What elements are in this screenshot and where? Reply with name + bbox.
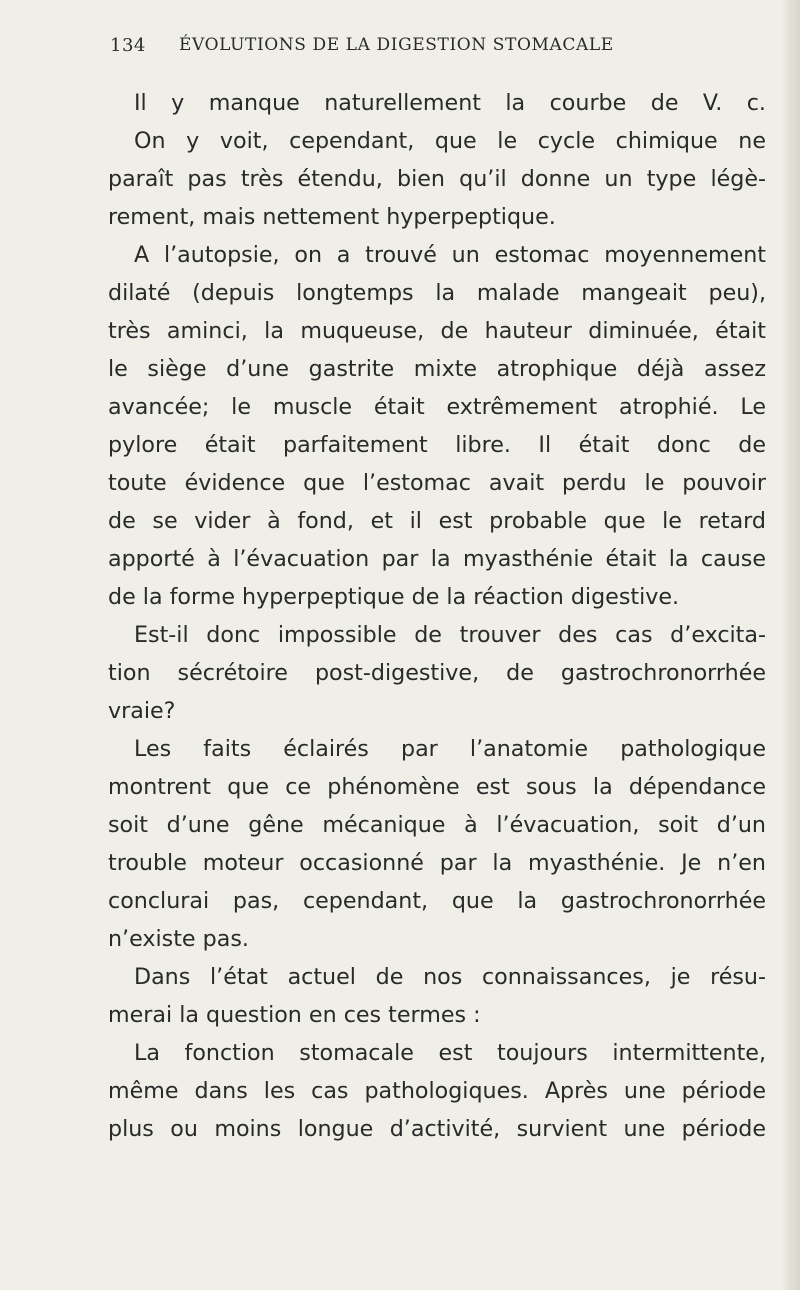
text-line: même dans les cas pathologiques. Après une période <box>108 1078 766 1104</box>
text-line: La fonction stomacale est toujours intermittente, <box>134 1040 766 1066</box>
text-line: On y voit, cependant, que le cycle chimique ne <box>134 128 766 154</box>
text-line: trouble moteur occasionné par la myasthénie. Je n’en <box>108 850 766 876</box>
text-line: paraît pas très étendu, bien qu’il donne un type légè- <box>108 166 766 192</box>
text-line: dilaté (depuis longtemps la malade mangeait peu), <box>108 280 766 306</box>
text-line: rement, mais nettement hyperpeptique. <box>108 204 556 230</box>
text-line: Il y manque naturellement la courbe de V. c. <box>134 90 766 116</box>
text-line: A l’autopsie, on a trouvé un estomac moyennement <box>134 242 766 268</box>
text-line: Est-il donc impossible de trouver des cas d’excita- <box>134 622 766 648</box>
text-line: le siège d’une gastrite mixte atrophique déjà assez <box>108 356 766 382</box>
text-line: plus ou moins longue d’activité, survient une période <box>108 1116 766 1142</box>
page-number: 134 <box>110 35 146 56</box>
running-title: ÉVOLUTIONS DE LA DIGESTION STOMACALE <box>179 35 614 55</box>
text-line: montrent que ce phénomène est sous la dépendance <box>108 774 766 800</box>
text-line: de la forme hyperpeptique de la réaction digestive. <box>108 584 680 610</box>
page-edge <box>782 0 800 1290</box>
text-line: n’existe pas. <box>108 926 249 952</box>
text-line: vraie? <box>108 698 176 724</box>
text-line: merai la question en ces termes : <box>108 1002 481 1028</box>
body-text <box>108 84 766 1148</box>
text-line: soit d’une gêne mécanique à l’évacuation, soit d’un <box>108 812 766 838</box>
text-line: de se vider à fond, et il est probable que le retard <box>108 508 766 534</box>
text-line: Les faits éclairés par l’anatomie pathologique <box>134 736 766 762</box>
text-line: toute évidence que l’estomac avait perdu le pouvoir <box>108 470 766 496</box>
text-line: pylore était parfaitement libre. Il était donc de <box>108 432 766 458</box>
text-line: tion sécrétoire post-digestive, de gastrochronorrhée <box>108 660 766 686</box>
text-line: apporté à l’évacuation par la myasthénie était la cause <box>108 546 766 572</box>
text-line: Dans l’état actuel de nos connaissances, je résu- <box>134 964 766 990</box>
running-head <box>110 35 770 59</box>
text-line: très aminci, la muqueuse, de hauteur diminuée, était <box>108 318 766 344</box>
text-line: conclurai pas, cependant, que la gastrochronorrhée <box>108 888 766 914</box>
text-line: avancée; le muscle était extrêmement atrophié. Le <box>108 394 766 420</box>
